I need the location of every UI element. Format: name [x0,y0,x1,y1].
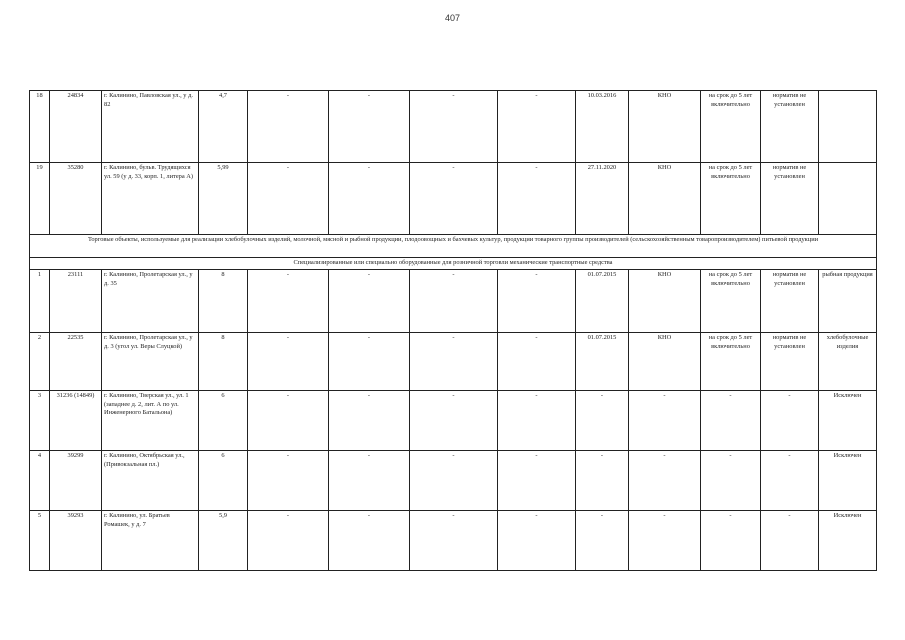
object-type: КНО [629,91,701,163]
row-number: 3 [30,391,50,451]
norm: норматив не установлен [761,333,819,391]
table-row [30,451,877,511]
table-row [30,333,877,391]
object-type: - [629,511,701,571]
address: г. Калинино, Пролетарская ул., у д. 35 [102,270,199,333]
object-id: 22535 [50,333,102,391]
cell-dash: - [410,163,498,235]
cell-dash: - [329,391,410,451]
section-header-row-1 [30,235,877,258]
cell-dash: - [498,511,576,571]
cell-dash: - [248,451,329,511]
section-header-1: Торговые объекты, используемые для реализации хлебобулочных изделий, молочной, мясной и рыбной продукции, плодоовощных и бахчевых культур, продукции товарного группы производителей (сельскохозяйственным товаропроизводителем) питьевой продукции [30,235,877,258]
cell-dash: - [329,163,410,235]
object-id: 35280 [50,163,102,235]
cell-dash: - [248,511,329,571]
cell-dash: - [498,391,576,451]
address: г. Калинино, Павловская ул., у д. 82 [102,91,199,163]
note [819,91,877,163]
norm: норматив не установлен [761,91,819,163]
cell-dash: - [498,451,576,511]
address: г. Калинино, Пролетарская ул., у д. 3 (угол ул. Веры Слуцкой) [102,333,199,391]
note: Исключен [819,511,877,571]
cell-dash: - [329,451,410,511]
table-row [30,511,877,571]
page-number: 407 [444,13,461,23]
area: 8 [199,333,248,391]
note: хлебобулочные изделия [819,333,877,391]
date: - [576,391,629,451]
address: г. Калинино, Тверская ул., ул. 1 (западнее д. 2, лит. А по ул. Инженерного Батальона) [102,391,199,451]
term: на срок до 5 лет включительно [701,333,761,391]
address: г. Калинино, Октябрьская ул., (Привокзальная пл.) [102,451,199,511]
object-id: 23111 [50,270,102,333]
cell-dash: - [410,391,498,451]
cell-dash: - [248,333,329,391]
object-id: 24834 [50,91,102,163]
cell-dash: - [410,511,498,571]
cell-dash: - [498,333,576,391]
table-body-bottom [30,270,877,571]
object-type: КНО [629,270,701,333]
cell-dash: - [248,163,329,235]
object-type: - [629,391,701,451]
date: 01.07.2015 [576,333,629,391]
object-id: 31236 (14849) [50,391,102,451]
cell-dash: - [410,451,498,511]
cell-dash: - [498,91,576,163]
area: 6 [199,451,248,511]
table-body-top [30,91,877,235]
area: 8 [199,270,248,333]
date: - [576,511,629,571]
area: 5,99 [199,163,248,235]
norm: - [761,451,819,511]
row-number: 18 [30,91,50,163]
table-row [30,270,877,333]
term: - [701,391,761,451]
cell-dash: - [410,333,498,391]
note: Исключен [819,451,877,511]
cell-dash: - [410,270,498,333]
term: - [701,451,761,511]
object-id: 39299 [50,451,102,511]
row-number: 5 [30,511,50,571]
row-number: 1 [30,270,50,333]
cell-dash: - [329,270,410,333]
area: 6 [199,391,248,451]
term: на срок до 5 лет включительно [701,270,761,333]
object-type: КНО [629,333,701,391]
row-number: 2 [30,333,50,391]
object-type: - [629,451,701,511]
norm: - [761,511,819,571]
note: Исключен [819,391,877,451]
date: 10.03.2016 [576,91,629,163]
cell-dash: - [329,91,410,163]
cell-dash: - [248,270,329,333]
cell-dash: - [410,91,498,163]
address: г. Калинино, бульв. Трудящихся ул. 59 (у д. 33, корп. 1, литера А) [102,163,199,235]
norm: норматив не установлен [761,270,819,333]
term: на срок до 5 лет включительно [701,163,761,235]
date: 27.11.2020 [576,163,629,235]
norm: норматив не установлен [761,163,819,235]
section-header-row-2 [30,258,877,270]
cell-dash: - [329,511,410,571]
area: 4,7 [199,91,248,163]
table-row [30,391,877,451]
norm: - [761,391,819,451]
date: - [576,451,629,511]
date: 01.07.2015 [576,270,629,333]
section-headers [30,235,877,270]
term: на срок до 5 лет включительно [701,91,761,163]
cell-dash: - [248,91,329,163]
cell-dash: - [498,163,576,235]
row-number: 4 [30,451,50,511]
address: г. Калинино, ул. Братьев Ромашек, у д. 7 [102,511,199,571]
registry-table [29,90,877,571]
table-row [30,163,877,235]
cell-dash: - [329,333,410,391]
term: - [701,511,761,571]
note: рыбная продукция [819,270,877,333]
table-row [30,91,877,163]
row-number: 19 [30,163,50,235]
object-id: 39293 [50,511,102,571]
object-type: КНО [629,163,701,235]
note [819,163,877,235]
cell-dash: - [498,270,576,333]
area: 5,9 [199,511,248,571]
cell-dash: - [248,391,329,451]
section-header-2: Специализированные или специально оборудованные для розничной торговли механические транспортные средства [30,258,877,270]
